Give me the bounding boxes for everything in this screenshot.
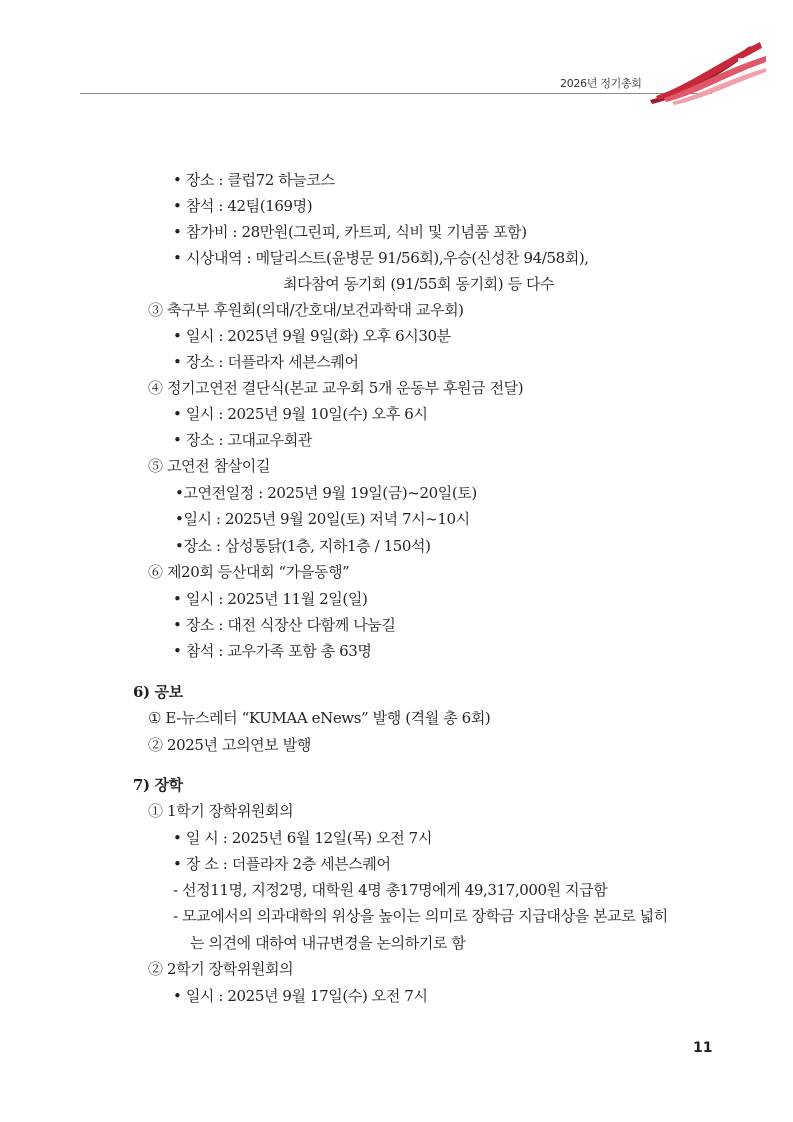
date-line: • 일 시 : 2025년 6월 12일(목) 오전 7시: [173, 829, 432, 847]
awards-continuation-line: 최다참여 동기회 (91/55회 동기회) 등 다수: [283, 275, 555, 293]
attendance-line: • 참석 : 42팀(169명): [173, 197, 313, 215]
policy-note: - 모교에서의 의과대학의 위상을 높이는 의미로 장학금 지급대상을 본교로 넓히: [173, 907, 668, 925]
publicity-item-1: ① E-뉴스레터 “KUMAA eNews” 발행 (격월 총 6회): [148, 709, 491, 727]
page-number: 11: [693, 1040, 713, 1056]
scholarship-item-1-heading: ① 1학기 장학위원회의: [148, 802, 294, 820]
item-6-heading: ⑥ 제20회 등산대회 “가을동행”: [148, 563, 350, 581]
scholarship-item-2-heading: ② 2학기 장학위원회의: [148, 960, 294, 978]
venue-line: • 장 소 : 더플라자 2층 세븐스퀘어: [173, 855, 391, 873]
date-line: • 일시 : 2025년 11월 2일(일): [173, 590, 368, 608]
section-6-heading: 6) 공보: [133, 683, 183, 701]
venue-line: • 장소 : 고대교우회관: [173, 431, 312, 449]
publicity-item-2: ② 2025년 고의연보 발행: [148, 736, 311, 754]
date-line: •일시 : 2025년 9월 20일(토) 저녁 7시~10시: [175, 510, 470, 528]
running-header: 2026년 정기총회: [560, 77, 642, 90]
date-line: • 일시 : 2025년 9월 10일(수) 오후 6시: [173, 405, 428, 423]
awards-line: • 시상내역 : 메달리스트(윤병문 91/56회),우승(신성찬 94/58회),: [173, 249, 589, 267]
fee-line: • 참가비 : 28만원(그린피, 카트피, 식비 및 기념품 포함): [173, 223, 527, 241]
selection-note: - 선정11명, 지정2명, 대학원 4명 총17명에게 49,317,000원 지급함: [173, 881, 608, 899]
ribbon-logo: [650, 38, 768, 106]
header-divider: [80, 93, 712, 94]
item-4-heading: ④ 정기고연전 결단식(본교 교우회 5개 운동부 후원금 전달): [148, 379, 524, 397]
policy-note-continuation: 는 의견에 대하여 내규변경을 논의하기로 함: [190, 934, 466, 952]
date-line: • 일시 : 2025년 9월 9일(화) 오후 6시30분: [173, 327, 451, 345]
item-3-heading: ③ 축구부 후원회(의대/간호대/보건과학대 교우회): [148, 301, 464, 319]
item-5-heading: ⑤ 고연전 참살이길: [148, 457, 270, 475]
venue-line: • 장소 : 클럽72 하늘코스: [173, 171, 335, 189]
venue-line: • 장소 : 더플라자 세븐스퀘어: [173, 353, 359, 371]
section-7-heading: 7) 장학: [133, 776, 183, 794]
venue-line: •장소 : 삼성통닭(1층, 지하1층 / 150석): [175, 537, 431, 555]
attendance-line: • 참석 : 교우가족 포함 총 63명: [173, 642, 372, 660]
date-line: • 일시 : 2025년 9월 17일(수) 오전 7시: [173, 987, 428, 1005]
schedule-line: •고연전일정 : 2025년 9월 19일(금)~20일(토): [175, 484, 477, 502]
venue-line: • 장소 : 대전 식장산 다함께 나눔길: [173, 616, 396, 634]
